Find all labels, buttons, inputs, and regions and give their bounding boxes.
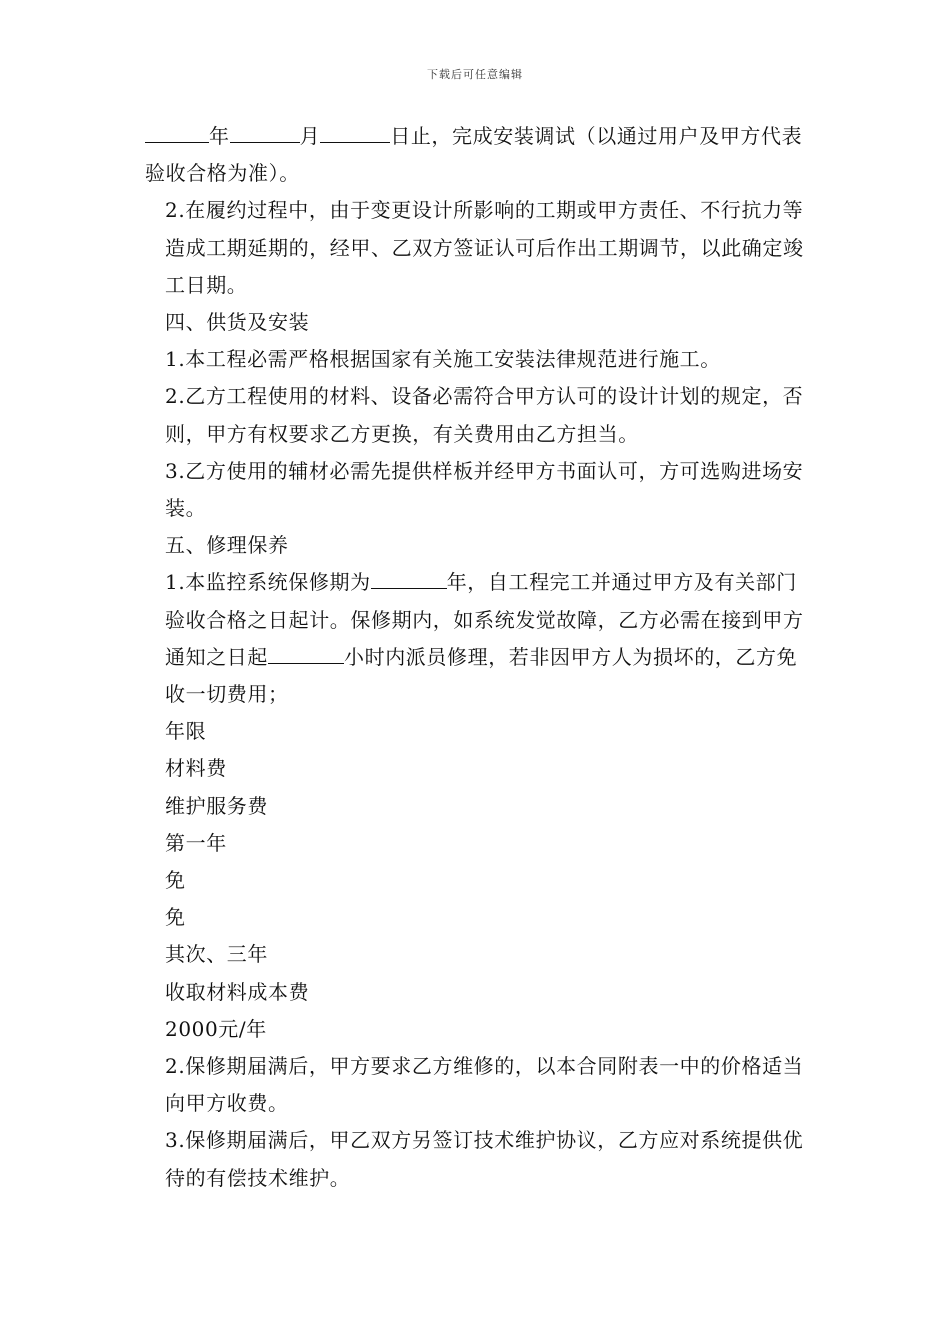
section-heading-maintenance: 五、修理保养 xyxy=(165,533,289,558)
warranty-text-1: 1.本监控系统保修期为 xyxy=(165,570,371,595)
paragraph-warranty xyxy=(145,564,813,713)
table-cell-first-year: 第一年 xyxy=(165,830,227,855)
page-header: 下载后可任意编辑 xyxy=(427,68,523,81)
paragraph-supply-2: 2.乙方工程使用的材料、设备必需符合甲方认可的设计计划的规定，否则，甲方有权要求乙方更换，有关费用由乙方担当。 xyxy=(165,384,804,446)
paragraph-delay: 2.在履约过程中，由于变更设计所影响的工期或甲方责任、不行抗力等造成工期延期的，经甲、乙双方签证认可后作出工期调节，以此确定竣工日期。 xyxy=(165,198,804,297)
document-body xyxy=(145,118,813,1197)
blank-warranty-years xyxy=(371,564,447,589)
blank-day xyxy=(320,118,390,143)
month-label: 月 xyxy=(299,124,321,148)
paragraph-supply-1: 1.本工程必需严格根据国家有关施工安装法律规范进行施工。 xyxy=(165,347,721,372)
table-cell-service-price: 2000元/年 xyxy=(165,1016,267,1041)
blank-year xyxy=(145,118,209,143)
table-cell-second-third-year: 其次、三年 xyxy=(165,942,268,967)
paragraph-post-warranty-1: 2.保修期届满后，甲方要求乙方维修的，以本合同附表一中的价格适当向甲方收费。 xyxy=(165,1054,804,1116)
paragraph-completion-date xyxy=(145,118,813,192)
blank-response-hours xyxy=(268,639,344,664)
warranty-text-3: 小时内派员修理，若非因甲方人为损坏的，乙方免收一切费用； xyxy=(165,644,798,707)
table-cell-service-fee: 维护服务费 xyxy=(165,793,268,818)
section-heading-supply: 四、供货及安装 xyxy=(165,310,310,335)
warranty-text-2: 年，自工程完工并通过甲方及有关部门验收合格之日起计。保修期内，如系统发觉故障，乙方必需在接到甲方通知之日起 xyxy=(165,570,804,669)
blank-month xyxy=(230,118,300,143)
paragraph-supply-3: 3.乙方使用的辅材必需先提供样板并经甲方书面认可，方可选购进场安装。 xyxy=(165,458,804,521)
table-cell-material-fee: 材料费 xyxy=(165,756,227,781)
table-cell-year-limit: 年限 xyxy=(165,719,207,744)
table-cell-free-1: 免 xyxy=(165,868,186,893)
paragraph-post-warranty-2: 3.保修期届满后，甲乙双方另签订技术维护协议，乙方应对系统提供优待的有偿技术维护。 xyxy=(165,1128,804,1190)
day-text: 日止，完成安装调试（以通过用户及甲方代表验收合格为准）。 xyxy=(145,124,803,186)
table-cell-free-2: 免 xyxy=(165,905,186,930)
year-label: 年 xyxy=(209,124,230,148)
table-cell-material-cost: 收取材料成本费 xyxy=(165,979,310,1004)
